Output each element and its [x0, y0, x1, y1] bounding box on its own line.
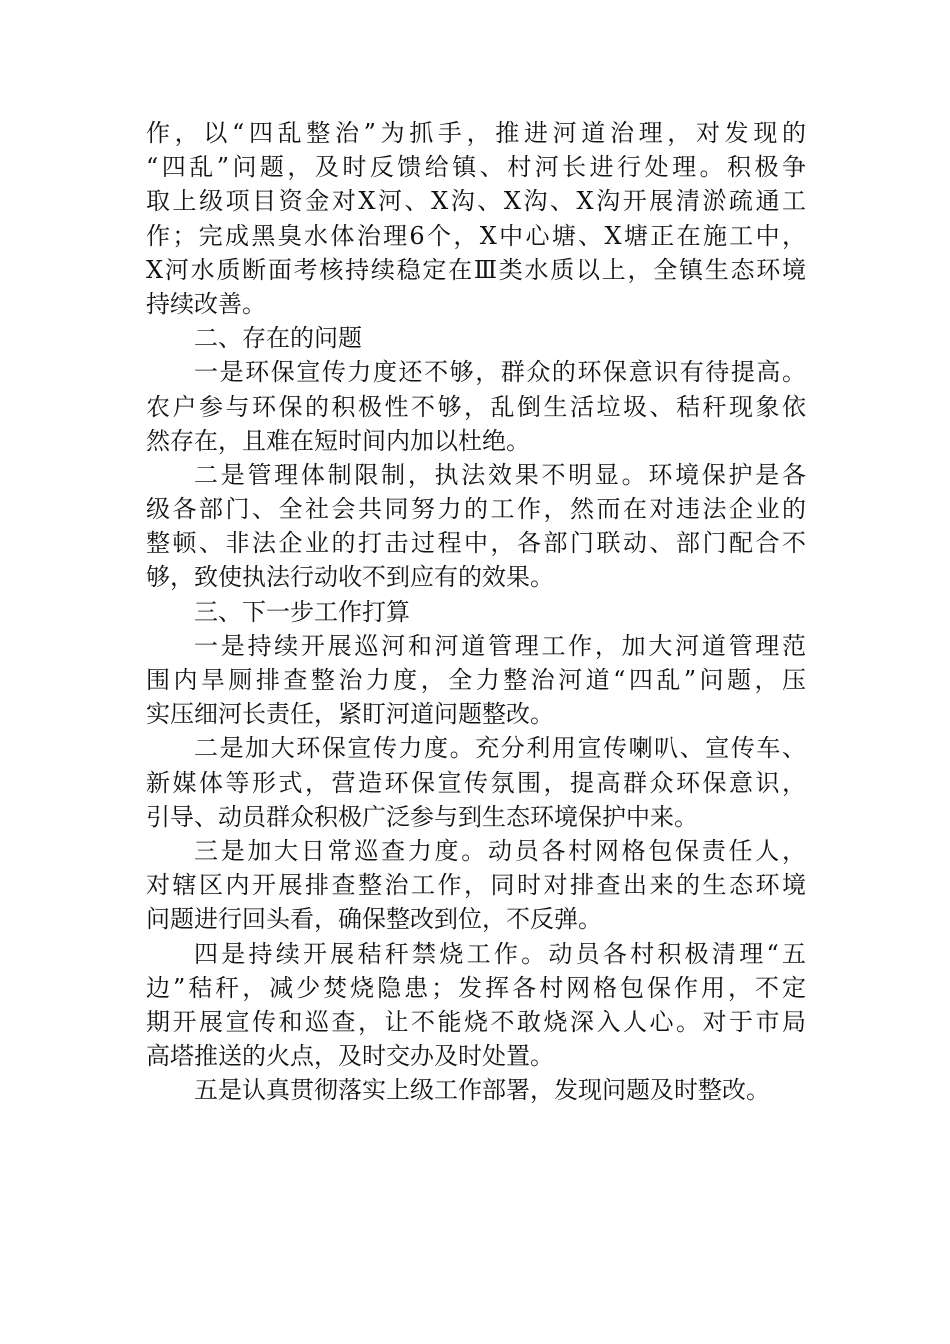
- paragraph-line: 整顿、非法企业的打击过程中，各部门联动、部门配合不: [146, 529, 806, 558]
- paragraph-line: 引导、动员群众积极广泛参与到生态环境保护中来。: [146, 802, 698, 831]
- paragraph-line: 围内旱厕排查整治力度，全力整治河道“四乱”问题，压: [146, 666, 806, 694]
- paragraph-line: 然存在，且难在短时间内加以杜绝。: [146, 426, 530, 455]
- paragraph-line: 取上级项目资金对X河、X沟、X沟、X沟开展清淤疏通工: [146, 187, 806, 216]
- paragraph-line: 新媒体等形式，营造环保宣传氛围，提高群众环保意识，: [146, 768, 806, 797]
- paragraph-line: 二是加大环保宣传力度。充分利用宣传喇叭、宣传车、: [194, 734, 806, 763]
- paragraph-line: 五是认真贯彻落实上级工作部署，发现问题及时整改。: [194, 1076, 770, 1105]
- document-body: [146, 116, 806, 1107]
- paragraph-line: 一是环保宣传力度还不够，群众的环保意识有待提高。: [194, 358, 806, 387]
- paragraph-line: 农户参与环保的积极性不够，乱倒生活垃圾、秸秆现象依: [146, 392, 806, 421]
- paragraph-line: 期开展宣传和巡查，让不能烧不敢烧深入人心。对于市局: [146, 1007, 806, 1036]
- paragraph-line: 边”秸秆，减少焚烧隐患；发挥各村网格包保作用，不定: [146, 973, 806, 1002]
- paragraph-line: 够，致使执法行动收不到应有的效果。: [146, 563, 554, 592]
- paragraph-line: 问题进行回头看，确保整改到位，不反弹。: [146, 905, 602, 934]
- paragraph-line: 实压细河长责任，紧盯河道问题整改。: [146, 700, 554, 729]
- paragraph-line: 持续改善。: [146, 289, 266, 318]
- paragraph-line: 作，以“四乱整治”为抓手，推进河道治理，对发现的: [146, 119, 806, 147]
- paragraph-line: X河水质断面考核持续稳定在Ⅲ类水质以上，全镇生态环境: [146, 255, 806, 284]
- paragraph-line: 三是加大日常巡查力度。动员各村网格包保责任人，: [194, 836, 806, 865]
- paragraph-line: 二是管理体制限制，执法效果不明显。环境保护是各: [194, 460, 806, 489]
- paragraph-line: 对辖区内开展排查整治工作，同时对排查出来的生态环境: [146, 871, 806, 900]
- section-heading-next-steps: 三、下一步工作打算: [194, 597, 410, 626]
- paragraph-line: “四乱”问题，及时反馈给镇、村河长进行处理。积极争: [146, 153, 806, 182]
- section-heading-problems: 二、存在的问题: [194, 324, 362, 353]
- paragraph-line: 一是持续开展巡河和河道管理工作，加大河道管理范: [194, 631, 806, 660]
- paragraph-line: 作；完成黑臭水体治理6个，X中心塘、X塘正在施工中，: [146, 221, 806, 250]
- paragraph-line: 级各部门、全社会共同努力的工作，然而在对违法企业的: [146, 495, 806, 524]
- paragraph-line: 高塔推送的火点，及时交办及时处置。: [146, 1042, 554, 1071]
- paragraph-line: 四是持续开展秸秆禁烧工作。动员各村积极清理“五: [194, 939, 806, 968]
